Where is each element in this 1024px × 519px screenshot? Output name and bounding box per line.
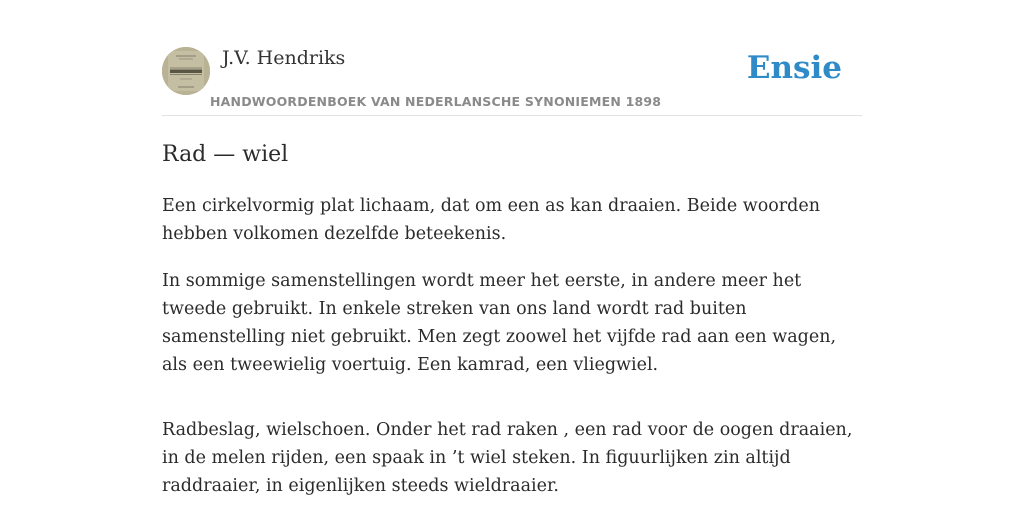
source-title[interactable]: HANDWOORDENBOEK VAN NEDERLANSCHE SYNONIEMEN 1898 bbox=[210, 94, 662, 109]
cover-title-band bbox=[170, 70, 202, 74]
author-name[interactable]: J.V. Hendriks bbox=[222, 47, 346, 69]
entry-paragraph: Een cirkelvormig plat lichaam, dat om een as kan draaien. Beide woorden hebben volkomen dezelfde beteekenis. bbox=[162, 196, 820, 244]
entry-paragraph: In sommige samenstellingen wordt meer het eerste, in andere meer het tweede gebruikt. In enkele streken van ons land wordt rad buiten samenstelling niet gebruikt. Men zegt zoowel het vijfde rad aan een wagen, als een tweewielig voertuig. Een kamrad, een vliegwiel. bbox=[162, 271, 837, 375]
entry-header bbox=[162, 44, 862, 116]
book-cover-image bbox=[162, 47, 210, 95]
entry-body bbox=[162, 192, 862, 500]
entry-paragraph: Radbeslag, wielschoen. Onder het rad raken , een rad voor de oogen draaien, in de melen rijden, een spaak in ’t wiel steken. In figuurlijken zin altijd raddraaier, in eigenlijken steeds wieldraaier. bbox=[162, 420, 853, 496]
entry-title: Rad — wiel bbox=[162, 142, 289, 167]
brand-logo[interactable]: Ensie bbox=[746, 50, 842, 86]
book-cover-avatar[interactable] bbox=[162, 47, 210, 95]
entry-card bbox=[162, 44, 862, 519]
